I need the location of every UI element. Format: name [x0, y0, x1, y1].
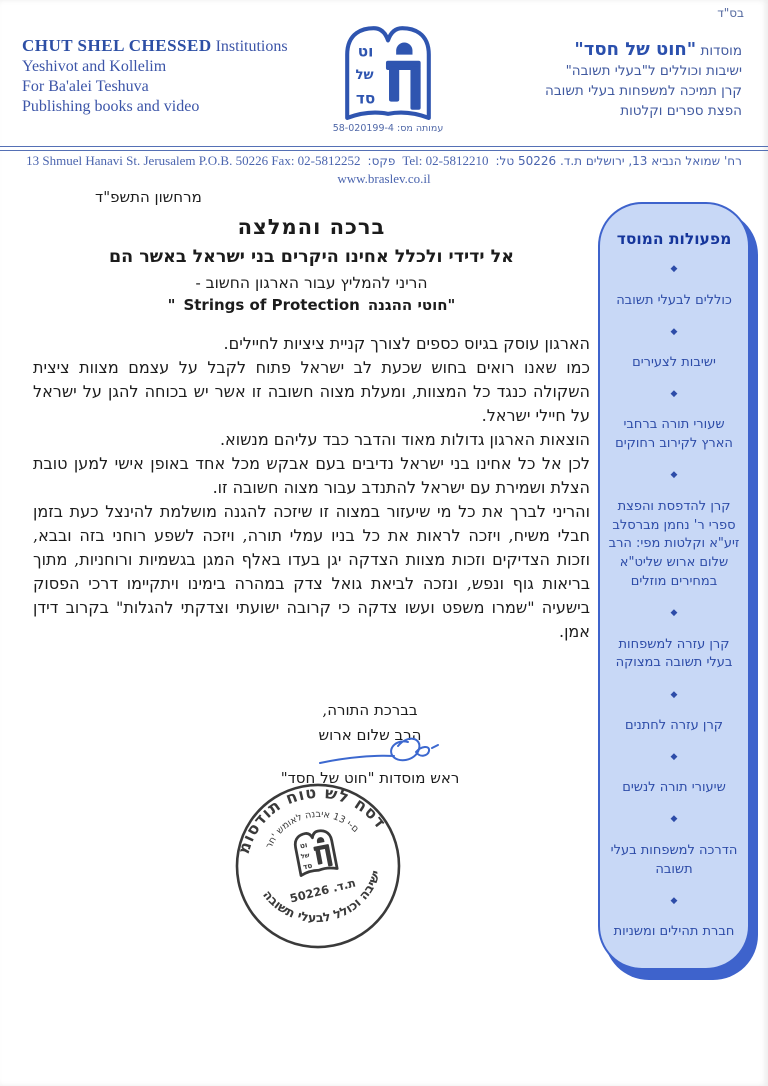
address-line [0, 153, 768, 169]
stamp-pob: ת.ד. 50226 [288, 875, 358, 906]
sidebar-item: ישיבות לצעירים [632, 355, 716, 371]
signer-title: ראש מוסדות "חוט של חסד" [280, 769, 460, 787]
letterhead-english [22, 36, 288, 117]
svg-text:וט: וט [299, 840, 309, 851]
sidebar-item: כוללים לבעלי תשובה [616, 292, 732, 308]
address-hebrew: רח' שמואל הנביא 13, ירושלים ת.ד. 50226 טל: [495, 154, 742, 168]
address-tel: Tel: 02-5812210 [402, 153, 489, 168]
logo-figure-leg-left [389, 67, 399, 102]
letterhead-he-line: קרן תמיכה למשפחות בעלי תשובה [545, 83, 742, 99]
paragraph: הארגון עוסק בגיוס כספים לצורך קניית ציציות לחיילים. [223, 334, 590, 353]
diamond-icon: ◆ [670, 751, 678, 762]
diamond-icon: ◆ [670, 608, 678, 619]
org-name-english [22, 36, 288, 57]
letter-date: מרחשון התשפ"ד [95, 188, 202, 206]
stamp-top-arc: מוסדות חוט של חסד [233, 782, 391, 857]
closing-line: בברכת התורה, [322, 701, 418, 719]
diamond-icon: ◆ [670, 470, 678, 481]
signer-name: הרב שלום ארוש [318, 726, 422, 744]
paragraph: כמו שאנו רואים בחוש שכעת לב ישראל פתוח לקבל על עצמם מצוות ציצית השקולה כנגד כל המצוות, ומעלת מצוה חשובה זו אשר יש בכוחה להגן על ישראל על חיילי ישראל. [33, 358, 590, 425]
intro-line: הריני להמליץ עבור הארגון החשוב - [195, 274, 428, 292]
address-fax-hebrew: פקס: [367, 154, 396, 168]
diamond-icon: ◆ [670, 326, 678, 337]
letterhead-hebrew [545, 40, 742, 121]
letterhead-en-line: Yeshivot and Kollelim [22, 58, 167, 75]
sidebar-item: שעורי תורה ברחבי הארץ לקירוב רחוקים [615, 417, 733, 452]
letterhead-divider [0, 146, 768, 151]
diamond-icon: ◆ [670, 814, 678, 825]
stamp-logo-icon [293, 829, 337, 876]
organization-stamp [215, 763, 421, 969]
svg-text:של: של [300, 851, 311, 861]
diamond-icon: ◆ [670, 895, 678, 906]
quote-open: " [167, 296, 176, 314]
org-name-line [33, 296, 590, 314]
sidebar-item: הדרכה למשפחות בעלי תשובה [610, 842, 738, 877]
salutation: אל ידידי ולכלל אחינו היקרים בני ישראל באשר הם [108, 247, 515, 267]
org-brand-english: CHUT SHEL CHESSED [22, 36, 212, 55]
diamond-icon: ◆ [670, 689, 678, 700]
diamond-icon: ◆ [670, 389, 678, 400]
letter-title: ברכה והמלצה [237, 214, 386, 239]
letterhead-he-line: ישיבות וכוללים ל"בעלי תשובה" [565, 63, 742, 79]
logo-figure-leg-right [410, 67, 420, 110]
letterhead-he-line: הפצת ספרים וקלטות [620, 103, 742, 119]
svg-text:סד: סד [302, 860, 314, 872]
letterhead-en-line: Publishing books and video [22, 98, 200, 115]
paragraph: והריני לברך את כל מי שיעזור במצוה זו שיזכה להגנה מושלמת להינצל כעת בזמן חבלי משיח, ויזכה לראות את כל בניו עמלי תורה, ויזכה לשפע רוחני בזה ובבא, וזכות הצדיקים וזכות מצוות הצדקה יגן בעדו באלף המגן בגשמיות ורוחניות, מתוך בריאות גוף ונפש, ונזכה לביאת גואל צדק במהרה בימינו ויתקיימו דרכי הפסוק בישעיה "שמרו משפט ועשו צדקה כי קרובה ישועתי וצדקתי להגלות" בקרוב דידן אמן. [33, 502, 591, 641]
registry-number: עמותה מס: 58-020199-4 [332, 123, 444, 134]
sidebar-item: קרן עזרה לחתנים [625, 717, 724, 733]
address-english: 13 Shmuel Hanavi St. Jerusalem P.O.B. 50226 Fax: 02-5812252 [26, 153, 361, 168]
diamond-icon: ◆ [670, 264, 678, 275]
org-brand-hebrew: "חוט של חסד" [574, 39, 697, 60]
sidebar-item: חברת תהילים ומשניות [613, 924, 735, 939]
logo-letters-bot: סד [355, 89, 376, 108]
tablets-logo-icon [334, 20, 442, 126]
sidebar-item: שיעורי תורה לנשים [622, 780, 726, 796]
paragraph: לכן אל כל אחינו בני ישראל נדיבים בעם אבקש מכל אחד באופן אישי למען טובת הצלת ושמירת עם ישראל להתנדב עבור מצוה חשובה זו. [33, 454, 590, 497]
sidebar-item: קרן להדפסת והפצת ספרי ר' נחמן מברסלב זיע"א וקלטות מפי: הרב שלום ארוש שליט"א במחירים מוזלים [608, 498, 740, 590]
bsd-header: בס"ד [717, 6, 744, 20]
org-name-en: Strings of Protection [183, 296, 360, 314]
letter-paragraphs [33, 332, 590, 644]
website-url: www.braslev.co.il [337, 171, 431, 186]
org-prefix-hebrew: מוסדות [696, 43, 742, 59]
logo-letters-top: וט [357, 42, 374, 61]
letter-body [33, 214, 590, 644]
org-suffix-english: Institutions [211, 38, 288, 55]
org-name-he: חוטי ההגנה" [367, 296, 456, 314]
org-name-hebrew [545, 40, 742, 61]
letterhead-en-line: For Ba'alei Teshuva [22, 78, 149, 95]
sidebar-item: קרן עזרה למשפחות בעלי תשובה במצוקה [615, 636, 733, 671]
paragraph: הוצאות הארגון גדולות מאוד והדבר כבד עליהם מנשוא. [219, 430, 590, 449]
sidebar-title: מפעולות המוסד [616, 230, 732, 248]
logo-letters-mid: של [355, 68, 374, 84]
stamp-inner-arc: רח' שמואל הנביא 13 י-ם [263, 808, 361, 851]
sidebar-activities [598, 202, 750, 970]
stamp-bottom-arc: הבושת ילעבל ללוכו הבישי [260, 868, 384, 926]
